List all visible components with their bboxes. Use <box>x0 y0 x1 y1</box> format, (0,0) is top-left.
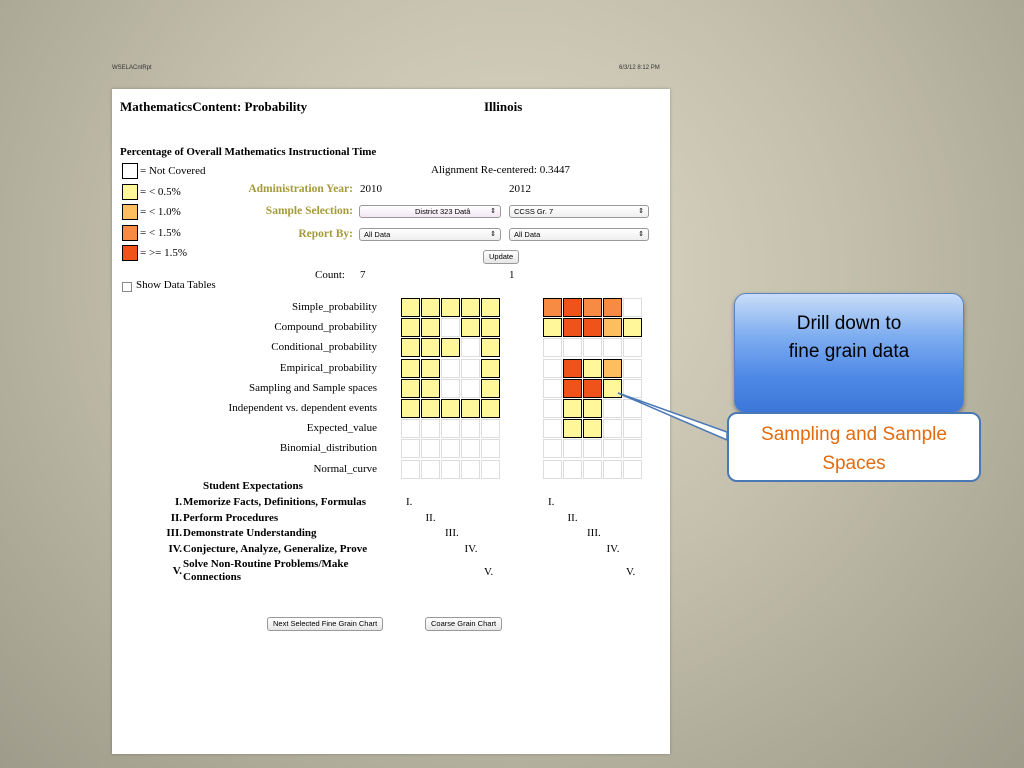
pct-heading: Percentage of Overall Mathematics Instructional Time <box>120 146 377 158</box>
expectation-label: Demonstrate Understanding <box>183 527 317 539</box>
topic-label: Conditional_probability <box>271 341 377 354</box>
select-arrow-icon: ⇕ <box>490 208 496 215</box>
topic-label: Normal_curve <box>313 462 377 475</box>
alignment-score: Alignment Re-centered: 0.3447 <box>431 164 570 176</box>
topic-label: Empirical_probability <box>279 361 377 374</box>
expectation-number: V. <box>172 565 182 577</box>
coarse-grain-chart-button[interactable]: Coarse Grain Chart <box>425 617 502 631</box>
expectation-label: Perform Procedures <box>183 511 279 524</box>
select-arrow-icon: ⇕ <box>490 231 496 238</box>
expectation-label: Solve Non-Routine Problems/Make Connections <box>183 558 349 583</box>
expectation-numeral: V. <box>484 566 494 578</box>
expectation-number: II. <box>170 511 182 524</box>
expectation-label: Conjecture, Analyze, Generalize, Prove <box>183 542 368 555</box>
sampling-line2: Spaces <box>822 453 886 474</box>
legend-label: = < 1.5% <box>140 226 181 239</box>
show-data-tables-label[interactable]: Show Data Tables <box>136 279 216 291</box>
sample-select-right-value: CCSS Gr. 7 <box>514 207 554 216</box>
expectation-number: III. <box>166 527 182 539</box>
sample-selection-label: Sample Selection: <box>265 205 353 217</box>
topic-label: Sampling and Sample spaces <box>248 381 377 394</box>
expectation-numeral: II. <box>567 511 578 524</box>
page-title: MathematicsContent: Probability <box>120 99 308 114</box>
update-button[interactable]: Update <box>483 250 519 264</box>
drill-down-line1: Drill down to <box>796 313 902 334</box>
callout-pointer-shape <box>618 393 727 440</box>
drill-down-line2: fine grain data <box>788 341 910 362</box>
expectation-numeral: V. <box>626 566 636 578</box>
print-header-title: WSELACntRpt <box>112 65 152 71</box>
select-arrow-icon: ⇕ <box>638 208 644 215</box>
topic-label: Independent vs. dependent events <box>228 402 377 414</box>
count-left: 7 <box>360 269 366 281</box>
expectation-number: I. <box>174 496 182 508</box>
legend-label: = < 1.0% <box>140 206 181 218</box>
expectation-numeral: III. <box>587 527 601 539</box>
next-fine-grain-chart-button[interactable]: Next Selected Fine Grain Chart <box>267 617 383 631</box>
expectation-numeral: I. <box>406 496 413 508</box>
report-select-right-value: All Data <box>514 230 541 239</box>
expectation-number: IV. <box>168 542 182 555</box>
admin-year-label: Administration Year: <box>248 183 353 195</box>
print-header-date: 6/3/12 8:12 PM <box>619 65 660 71</box>
legend-label: = >= 1.5% <box>140 247 188 259</box>
expectation-numeral: III. <box>445 527 459 539</box>
legend-label: = < 0.5% <box>140 185 181 198</box>
report-by-label: Report By: <box>298 228 353 240</box>
expectation-numeral: I. <box>548 496 555 508</box>
select-arrow-icon: ⇕ <box>638 231 644 238</box>
count-right: 1 <box>509 269 515 281</box>
expectations-heading: Student Expectations <box>203 480 303 492</box>
sampling-callout <box>727 412 981 482</box>
expectation-numeral: IV. <box>606 542 620 555</box>
topic-label: Compound_probability <box>274 321 377 334</box>
sampling-line1: Sampling and Sample <box>761 424 947 445</box>
sample-select-left-value: District 323 Datâ <box>415 207 471 216</box>
count-label: Count: <box>315 269 345 281</box>
drill-down-callout <box>734 293 964 413</box>
state-name: Illinois <box>484 99 523 114</box>
expectation-label: Memorize Facts, Definitions, Formulas <box>183 496 366 508</box>
topic-label: Simple_probability <box>292 301 377 313</box>
legend-label: = Not Covered <box>140 165 206 177</box>
year-left: 2010 <box>360 183 382 195</box>
topic-label: Expected_value <box>306 422 377 435</box>
topic-label: Binomial_distribution <box>279 442 377 455</box>
expectation-numeral: II. <box>425 511 436 524</box>
year-right: 2012 <box>509 183 531 195</box>
expectation-numeral: IV. <box>464 542 478 555</box>
report-select-left-value: All Data <box>364 230 391 239</box>
